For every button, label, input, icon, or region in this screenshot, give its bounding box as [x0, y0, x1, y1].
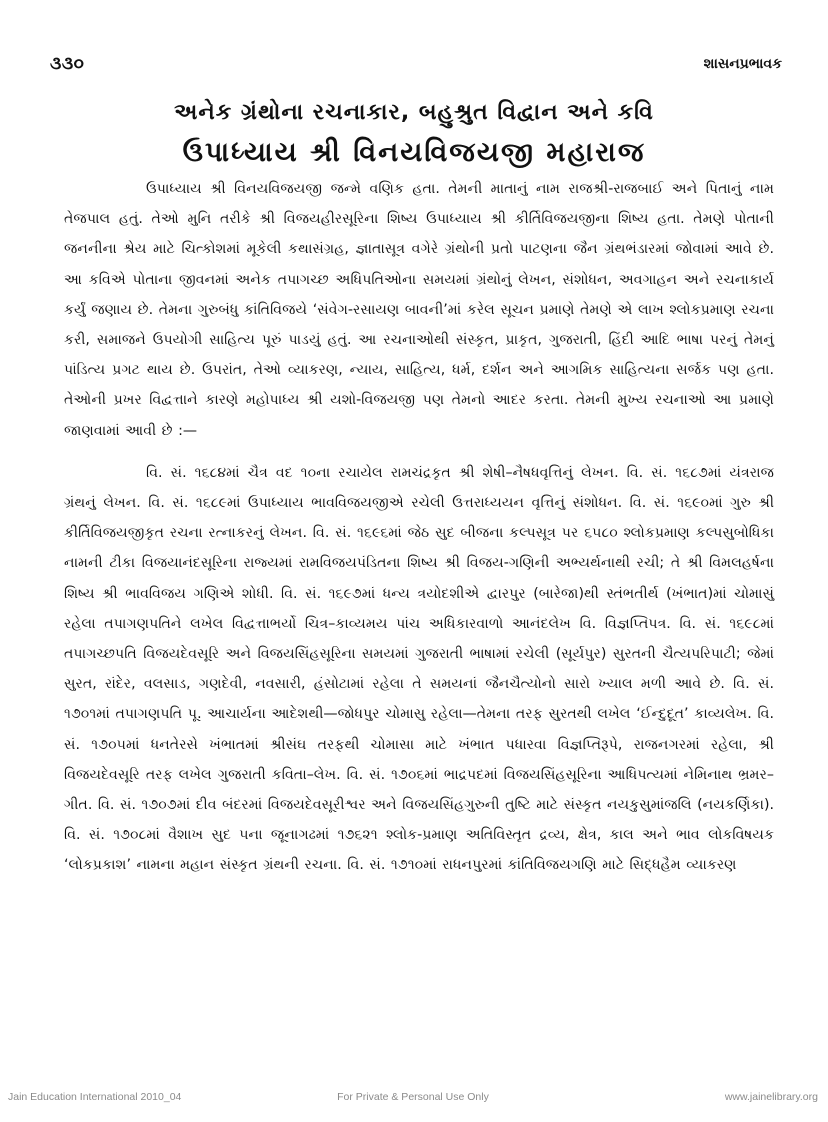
paragraph-works: વિ. સં. ૧૬૮૪માં ચૈત્ર વદ ૧૦ના રચાયેલ રામચંદ્રકૃત શ્રી શેષી–નૈષધવૃત્તિનું લેખન. વિ. સં. ૧૬૮૭માં યંત્રરાજ ગ્રંથનું લેખન. વિ. સં. ૧૬૮૯માં ઉપાધ્યાય ભાવવિજયજીએ રચેલી ઉત્તરાધ્યયન વૃત્તિનું સંશોધન. વિ. સં. ૧૬૯૦માં ગુરુ શ્રી કીર્તિવિજયજીકૃત રચના રત્નાકરનું લેખન. વિ. સં. ૧૬૯૬માં જેઠ સુદ બીજના કલ્પસૂત્ર પર ૬૫૮૦ શ્લોકપ્રમાણ કલ્પસુબોધિકા નામની ટીકા વિજયાનંદસૂરિના રાજ્યમાં રામવિજયપંડિતના શિષ્ય શ્રી વિજય-ગણિની અભ્યર્થનાથી રચી; તે શ્રી વિમલહર્ષના શિષ્ય શ્રી ભાવવિજય ગણિએ શોધી. વિ. સં. ૧૬૯૭માં ધન્ય ત્રયોદશીએ દ્વારપુર (બારેજા)થી સ્તંભતીર્થ (ખંભાત)માં ચોમાસું રહેલા તપાગણપતિને લખેલ વિદ્વત્તાભર્યો ચિત્ર–કાવ્યમય પાંચ અધિકારવાળો આનંદલેખ વિ. વિજ્ઞપ્તિપત્ર. વિ. સં. ૧૬૯૮માં તપાગચ્છપતિ વિજયદેવસૂરિ અને વિજયસિંહસૂરિના સમયમાં ગુજરાતી ભાષામાં રચેલી (સૂર્યપુર) સુરતની ચૈત્યપરિપાટી; જેમાં સુરત, રાંદેર, વલસાડ, ગણદેવી, નવસારી, હંસોટામાં રહેલા તે સમયનાં જૈનચૈત્યોનો સારો ખ્યાલ મળી આવે છે. વિ. સં. ૧૭૦૧માં તપાગણપતિ પૂ. આચાર્યના આદેશથી—જોધપુર ચોમાસુ રહેલા—તેમના તરફ સુરતથી લખેલ ‘ઈન્દુદૂત’ કાવ્યલેખ. વિ. સં. ૧૭૦૫માં ધનતેરસે ખંભાતમાં શ્રીસંઘ તરફથી ચોમાસા માટે ખંભાત પધારવા વિજ્ઞપ્તિરૂપે, રાજનગરમાં રહેલા, શ્રી વિજયદેવસૂરિ તરફ લખેલ ગુજરાતી કવિતા–લેખ. વિ. સં. ૧૭૦૬માં ભાદ્રપદમાં વિજયસિંહસૂરિના આધિપત્યમાં નેમિનાથ ભ્રમર–ગીત. વિ. સં. ૧૭૦૭માં દીવ બંદરમાં વિજયદેવસૂરીશ્વર અને વિજયસિંહગુરુની તુષ્ટિ માટે સંસ્કૃત નયકુસુમાંજલિ (નયકર્ણિકા). વિ. સં. ૧૭૦૮માં વૈશાખ સુદ ૫ના જૂનાગઢમાં ૧૭૬૨૧ શ્લોક-પ્રમાણ અતિવિસ્તૃત દ્રવ્ય, ક્ષેત્ર, કાલ અને ભાવ લોકવિષયક ‘લોકપ્રકાશ’ નામના મહાન સંસ્કૃત ગ્રંથની રચના. વિ. સં. ૧૭૧૦માં રાધનપુરમાં કાંતિવિજયગણિ માટે સિદ્ધહૈમ વ્યાકરણ — [64, 464, 774, 874]
article-body — [64, 174, 774, 881]
page-header — [50, 52, 782, 76]
page-footer — [8, 1091, 818, 1103]
page-number: ૩૩૦ — [50, 54, 85, 74]
paragraph-intro: ઉપાધ્યાય શ્રી વિનયવિજયજી જન્મે વણિક હતા. તેમની માતાનું નામ રાજશ્રી-રાજબાઈ અને પિતાનું નામ તેજપાલ હતું. તેઓ મુનિ તરીકે શ્રી વિજયહીરસૂરિના શિષ્ય ઉપાધ્યાય શ્રી કીર્તિવિજયજીના શિષ્ય હતા. તેમણે પોતાની જનનીના શ્રેય માટે ચિત્કોશમાં મૂકેલી કથાસંગ્રહ, જ્ઞાતાસૂત્ર વગેરે ગ્રંથોની પ્રતો પાટણના જૈન ગ્રંથભંડારમાં જોવામાં આવે છે. આ કવિએ પોતાના જીવનમાં અનેક તપાગચ્છ અધિપતિઓના સમયમાં ગ્રંથોનું લેખન, સંશોધન, અવગાહન અને રચનાકાર્ય કર્યું જણાય છે. તેમના ગુરુબંધુ કાંતિવિજયે ‘સંવેગ-રસાયણ બાવની’માં કરેલ સૂચન પ્રમાણે તેમણે એ લાખ શ્લોકપ્રમાણ રચના કરી, સમાજને ઉપયોગી સાહિત્ય પૂરું પાડયું હતું. આ રચનાઓથી સંસ્કૃત, પ્રાકૃત, ગુજરાતી, હિંદી આદિ ભાષા પરનું તેમનું પાંડિત્ય પ્રગટ થાય છે. ઉપરાંત, તેઓ વ્યાકરણ, ન્યાય, સાહિત્ય, ધર્મ, દર્શન અને આગમિક સાહિત્યના સર્જક પણ હતા. તેઓની પ્રખર વિદ્વત્તાને કારણે મહોપાધ્ય શ્રી યશો-વિજયજી પણ તેમનો આદર કરતા. તેમની મુખ્ય રચનાઓ આ પ્રમાણે જાણવામાં આવી છે :— — [64, 181, 774, 439]
article-title — [0, 96, 828, 174]
running-title: શાસનપ્રભાવક — [703, 56, 782, 72]
article-subtitle: અનેક ગ્રંથોના રચનાકાર, બહુશ્રુત વિદ્વાન અને કવિ — [174, 100, 654, 125]
footer-usage-note: For Private & Personal Use Only — [337, 1091, 489, 1103]
footer-website-link[interactable]: www.jainelibrary.org — [724, 1091, 818, 1103]
article-heading: ઉપાધ્યાય શ્રી વિનયવિજયજી મહારાજ — [182, 137, 646, 168]
footer-publisher: Jain Education International 2010_04 — [8, 1091, 182, 1103]
